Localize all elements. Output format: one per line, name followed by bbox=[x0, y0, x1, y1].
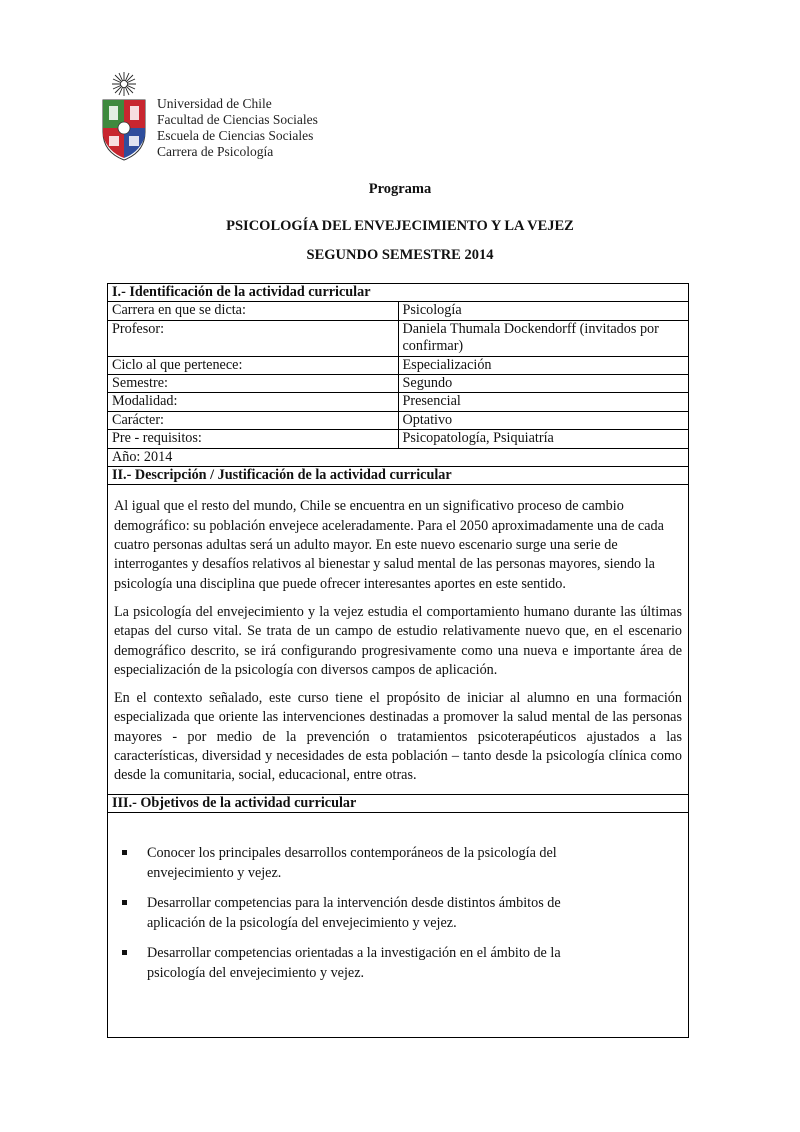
table-row bbox=[108, 375, 689, 393]
list-item bbox=[114, 893, 607, 933]
program-table bbox=[107, 283, 689, 1038]
institution-line: Universidad de Chile bbox=[157, 96, 272, 111]
objectives-body bbox=[108, 813, 689, 1038]
bullet-square-icon bbox=[122, 950, 127, 955]
course-title: PSICOLOGÍA DEL ENVEJECIMIENTO Y LA VEJEZ bbox=[226, 218, 574, 234]
field-label: Ciclo al que pertenece: bbox=[108, 356, 399, 374]
field-label: Modalidad: bbox=[108, 393, 399, 411]
field-label: Pre - requisitos: bbox=[108, 430, 399, 448]
section-heading-objectives: III.- Objetivos de la actividad curricular bbox=[108, 794, 689, 812]
institution-block bbox=[157, 96, 318, 160]
objective-text: Conocer los principales desarrollos contemporáneos de la psicología del envejecimiento y vejez. bbox=[147, 845, 557, 882]
bullet-square-icon bbox=[122, 850, 127, 855]
year-row: Año: 2014 bbox=[108, 448, 689, 466]
institution-line: Carrera de Psicología bbox=[157, 144, 274, 159]
table-row bbox=[108, 320, 689, 356]
objective-text: Desarrollar competencias para la intervención desde distintos ámbitos de aplicación de la psicología del envejecimiento y vejez. bbox=[147, 895, 561, 932]
field-value: Segundo bbox=[398, 375, 689, 393]
section-heading-identification: I.- Identificación de la actividad curricular bbox=[108, 284, 689, 302]
field-value: Presencial bbox=[398, 393, 689, 411]
institution-line: Facultad de Ciencias Sociales bbox=[157, 112, 318, 127]
field-value: Especialización bbox=[398, 356, 689, 374]
field-label: Profesor: bbox=[108, 320, 399, 356]
list-item bbox=[114, 843, 607, 883]
table-row bbox=[108, 302, 689, 320]
field-label: Carrera en que se dicta: bbox=[108, 302, 399, 320]
section-heading-description: II.- Descripción / Justificación de la actividad curricular bbox=[108, 467, 689, 485]
objective-text: Desarrollar competencias orientadas a la investigación en el ámbito de la psicología del envejecimiento y vejez. bbox=[147, 945, 561, 982]
semester-title: SEGUNDO SEMESTRE 2014 bbox=[306, 247, 494, 263]
table-row bbox=[108, 393, 689, 411]
list-item bbox=[114, 943, 607, 983]
description-paragraph: La psicología del envejecimiento y la vejez estudia el comportamiento humano durante las últimas etapas del curso vital. Se trata de un campo de estudio relativamente nuevo que, en el escenario demográfico descrito, se irá configurando progresivamente como una nueva e importante área de especialización de la psicología con diversos campos de aplicación. bbox=[114, 603, 682, 678]
field-value: Daniela Thumala Dockendorff (invitados por confirmar) bbox=[398, 320, 689, 356]
table-row bbox=[108, 356, 689, 374]
field-label: Semestre: bbox=[108, 375, 399, 393]
table-row bbox=[108, 430, 689, 448]
table-row bbox=[108, 411, 689, 429]
field-label: Carácter: bbox=[108, 411, 399, 429]
institution-line: Escuela de Ciencias Sociales bbox=[157, 128, 314, 143]
description-paragraph: Al igual que el resto del mundo, Chile se encuentra en un significativo proceso de cambio demográfico: su población envejece aceleradamente. Para el 2050 aproximadamente una de cada cuatro personas adultas será un adulto mayor. En este nuevo escenario surge una serie de interrogantes y desafíos relativos al bienestar y salud mental de las personas mayores, siendo la psicología una disciplina que puede ofrecer interesantes aportes en este sentido. bbox=[114, 498, 664, 592]
description-body bbox=[108, 485, 689, 794]
bullet-square-icon bbox=[122, 900, 127, 905]
document-label: Programa bbox=[368, 181, 432, 197]
description-paragraph: En el contexto señalado, este curso tiene el propósito de iniciar al alumno en una formación especializada que oriente las intervenciones destinadas a promover la salud mental de las personas mayores - por medio de la prevención o tratamientos psicoterapéuticos ajustados a las características, diversidad y necesidades de esta población – tanto desde la psicología clínica como desde la comunitaria, social, educacional, entre otras. bbox=[114, 690, 682, 784]
university-crest-logo bbox=[100, 70, 148, 162]
field-value: Optativo bbox=[398, 411, 689, 429]
field-value: Psicología bbox=[398, 302, 689, 320]
field-value: Psicopatología, Psiquiatría bbox=[398, 430, 689, 448]
